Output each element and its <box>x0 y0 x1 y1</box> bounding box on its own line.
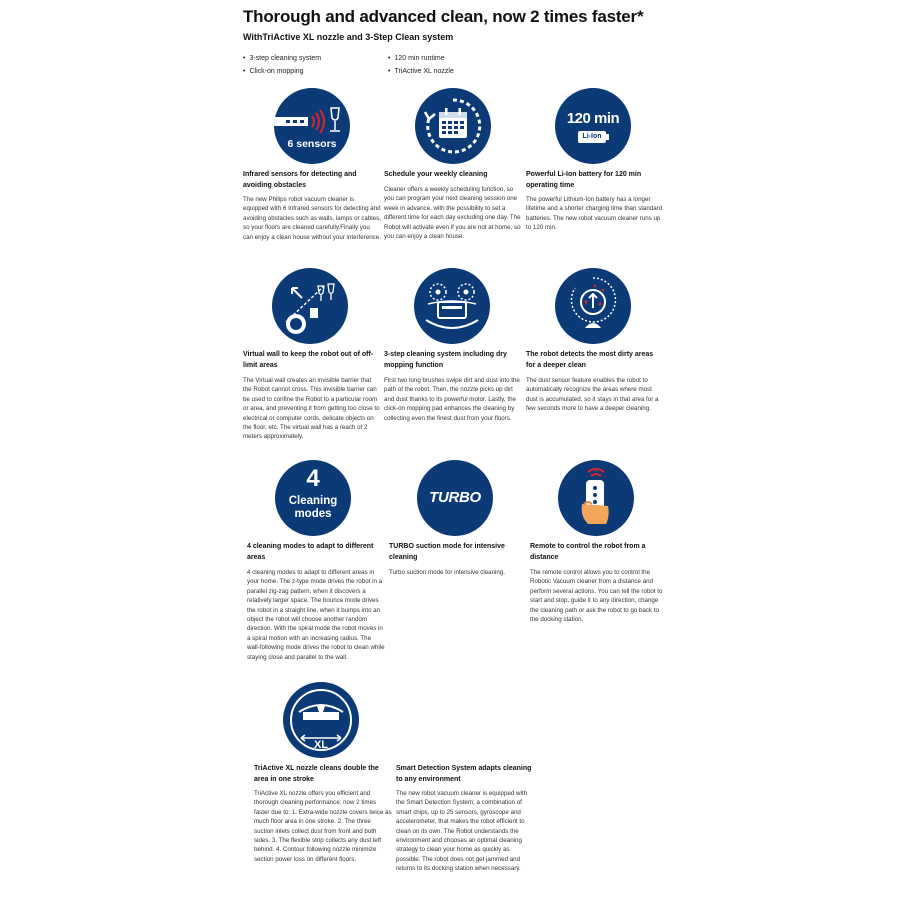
turbo-label: TURBO <box>429 489 481 506</box>
runtime-label: 120 min <box>566 110 620 127</box>
feature-description: The remote control allows you to control the Robotic Vacuum cleaner from a distance and perform several actions. You can tell the robot to start and stop, guide it to any direction, change the cleaning path or ask the robot to go back to the docking station. <box>530 569 663 624</box>
remote-control-icon <box>558 460 634 536</box>
feature-description: 4 cleaning modes to adapt to different areas in your home. The z-type mode drives the robot in a parallel zig-zag pattern, when it discovers a relatively larger space. The bounce mode drives the robot in a straight line, when it bumps into an object the robot will choose another random direction. With the spiral mode the robot moves in a spiral motion with an increasing radius. The wall-following mode drives the robot to clean while staying close and parallel to the wall. <box>247 569 385 661</box>
dirt-detection-icon <box>555 268 631 344</box>
highlight-item: • 3-step cleaning system <box>243 55 321 62</box>
feature-title: TriActive XL nozzle cleans double the area in one stroke <box>254 765 379 783</box>
highlight-item: • Click-on mopping <box>243 68 304 75</box>
feature-description: First two long brushes swipe dirt and dust into the path of the robot. Then, the nozzle picks up dirt and dust thanks to its powerful motor. Lastly, the click-on mopping pad enhances the cleaning by collecting even the finest dust from your floors. <box>384 377 520 422</box>
feature-description: The powerful Lithium-Ion battery has a longer lifetime and a shorter charging time than standard batteries. The new robot vacuum cleaner runs up to 120 min. <box>526 196 663 232</box>
turbo-icon <box>417 460 493 536</box>
highlight-item: • 120 min runtime <box>388 55 445 62</box>
battery-terminal <box>606 134 609 140</box>
feature-description: The Virtual wall creates an invisible barrier that the Robot cannot cross. This invisible barrier can be used to confine the Robot to a particular room or area, and preventing it from getting too close to electrical or computer cords, delicate objects on the floor, etc. The virtual wall has a reach of 2 meters approximately. <box>243 377 380 441</box>
feature-title: TURBO suction mode for intensive cleaning <box>389 543 505 561</box>
modes-count-label: 4 <box>306 465 320 492</box>
feature-title: Remote to control the robot from a distance <box>530 543 646 561</box>
feature-description: Cleaner offers a weekly scheduling function, so you can program your next cleaning session one week in advance, with the possibility to set a different time for each day excluding one day. The Robot will activate even if you are not at home, so you can enjoy a clean house. <box>384 186 521 241</box>
highlight-item: • TriActive XL nozzle <box>388 68 454 75</box>
infrared-sensor-icon <box>274 88 350 164</box>
xl-label: XL <box>313 739 329 751</box>
virtual-wall-icon <box>272 268 348 344</box>
feature-title: Smart Detection System adapts cleaning to any environment <box>396 765 532 783</box>
feature-description: The dust sensor feature enables the robot to automatically recognize the areas where most dust is accumulated, so it stays in that area for a few seconds more to have a deeper cleaning. <box>526 377 659 413</box>
triactive-xl-nozzle-icon <box>283 682 359 758</box>
feature-title: Schedule your weekly cleaning <box>384 171 488 178</box>
modes-label: Cleaning modes <box>288 495 338 520</box>
feature-title: 3-step cleaning system including dry mopping function <box>384 351 507 369</box>
cleaning-modes-icon <box>275 460 351 536</box>
feature-title: Infrared sensors for detecting and avoiding obstacles <box>243 171 357 189</box>
schedule-calendar-icon <box>415 88 491 164</box>
feature-title: Powerful Li-Ion battery for 120 min operating time <box>526 171 642 189</box>
feature-description: The new Philips robot vacuum cleaner is equipped with 6 Infrared sensors for detecting and avoiding obstacles such as walls, lamps or cables, so your floors are cleaned carefully.Finally you can enjoy a clean house without your interference. <box>243 196 381 241</box>
battery-type-label: Li-Ion <box>578 131 606 143</box>
sensors-count-label: 6 sensors <box>287 138 337 150</box>
feature-title: The robot detects the most dirty areas for a deeper clean <box>526 351 654 369</box>
battery-runtime-icon <box>555 88 631 164</box>
page-title: Thorough and advanced clean, now 2 times faster* <box>243 7 644 26</box>
feature-description: Turbo suction mode for intensive cleaning. <box>389 569 506 576</box>
feature-description: The new robot vacuum cleaner is equipped with the Smart Detection System; a combination of smart chips, up to 25 sensors, gyroscope and accelerometer, that makes the robot efficient to clean on its own. The Robot understands the environment and chooses an optimal cleaning strategy to clean your home as quickly as possible. The robot does not get jammed and returns to its docking station when necessary. <box>396 790 528 873</box>
three-step-cleaning-icon <box>414 268 490 344</box>
feature-title: 4 cleaning modes to adapt to different areas <box>247 543 374 561</box>
page-subtitle: WithTriActive XL nozzle and 3-Step Clean system <box>243 32 454 42</box>
feature-title: Virtual wall to keep the robot out of off- limit areas <box>243 351 374 369</box>
feature-description: TriActive XL nozzle offers you efficient and thorough cleaning performance; now 2 times faster due to: 1. Extra-wide nozzle covers twice as much floor area in one stroke. 2. The three suction inlets collect dust from front and both sides. 3. The flexible strip collects any dust left behind. 4. Contour following nozzle minimize section power loss on different floors. <box>254 790 392 863</box>
